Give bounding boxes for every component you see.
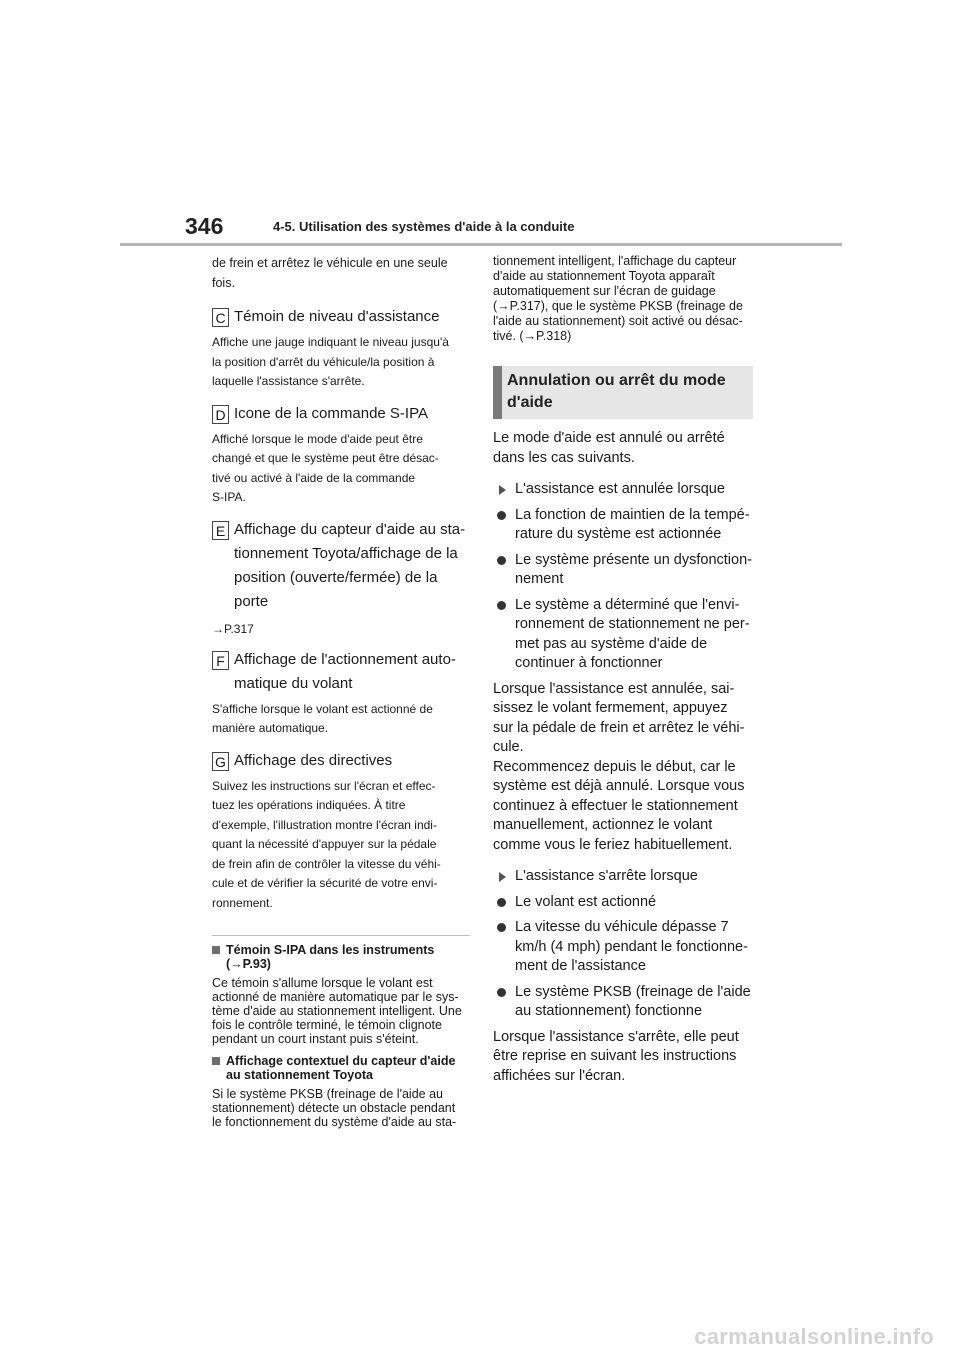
section-intro: Le mode d'aide est annulé ou arrêté dans les cas suivants. [493,430,725,466]
list-item: Le volant est actionné [493,893,753,913]
chapter-title: 4-5. Utilisation des systèmes d'aide à la conduite [273,219,575,234]
page-reference: →P.317 [212,621,254,636]
line: fois. [212,275,235,290]
item-title: Affichage du capteur d'aide au sta- tionnement Toyota/affichage de la position (ouverte/fermée) de la porte [234,520,466,610]
dot-bullet-icon [497,923,506,932]
item-description: Affiché lorsque le mode d'aide peut être changé et que le système peut être désac- tivé ou activé à l'aide de la commande S-IPA. [212,431,439,504]
list-item: La vitesse du véhicule dépasse 7 km/h (4 mph) pendant le fonctionne- ment de l'assistance [493,918,753,977]
square-bullet-icon [212,946,220,954]
right-column [493,254,753,1086]
header-divider [120,243,842,246]
note-title: Affichage contextuel du capteur d'aide au stationnement Toyota [212,1054,470,1082]
legend-item-c [212,305,470,329]
section-accent-bar [493,366,502,419]
list-item: Le système présente un dysfonction- nement [493,551,753,590]
list-item: Le système PKSB (freinage de l'aide au stationnement) fonctionne [493,983,753,1022]
stop-heading: L'assistance s'arrête lorsque [493,867,753,887]
note-body: Si le système PKSB (freinage de l'aide au stationnement) détecte un obstacle pendant le fonctionnement du système d'aide au sta- [212,1087,457,1129]
item-title: Témoin de niveau d'assistance [234,308,440,325]
item-title: Affichage de l'actionnement auto- matique du volant [234,650,456,692]
dot-bullet-icon [497,511,506,520]
item-description: S'affiche lorsque le volant est actionné de manière automatique. [212,701,433,735]
line: de frein et arrêtez le véhicule en une seule [212,256,448,270]
item-description: Affiche une jauge indiquant le niveau jusqu'à la position d'arrêt du véhicule/la position à laquelle l'assistance s'arrête. [212,335,449,388]
legend-item-e [212,518,470,614]
letter-badge: C [212,308,229,327]
legend-item-f [212,648,470,696]
cancel-heading: L'assistance est annulée lorsque [493,480,753,500]
list-item: Le système a déterminé que l'envi- ronnement de stationnement ne per- met pas au système d'aide de continuer à fonctionner [493,596,753,674]
letter-badge: G [212,752,229,771]
square-bullet-icon [212,1057,220,1065]
triangle-bullet-icon [499,872,506,882]
intro-text [212,254,470,293]
left-column [212,254,470,1129]
stop-text: Lorsque l'assistance s'arrête, elle peut être reprise en suivant les instructions affichées sur l'écran. [493,1028,739,1084]
dot-bullet-icon [497,556,506,565]
notes-divider [212,935,470,936]
legend-item-d [212,402,470,426]
item-title: Affichage des directives [234,751,393,769]
continued-text: tionnement intelligent, l'affichage du capteur d'aide au stationnement Toyota apparaît automatiquement sur l'écran de guidage (→P.317), que le système PKSB (freinage de l'aide au stationnement) soit activé ou désac- tivé. (→P.318) [493,254,743,343]
triangle-bullet-icon [499,485,506,495]
list-item: La fonction de maintien de la tempé- rature du système est actionnée [493,506,753,545]
letter-badge: F [212,651,229,670]
section-heading [493,366,753,419]
letter-badge: E [212,521,229,540]
page-number: 346 [185,213,224,239]
cancel-text: Lorsque l'assistance est annulée, sai- sissez le volant fermement, appuyez sur la pédale de frein et arrêtez le véhi- cule. Recommencez depuis le début, car le système est déjà annulé. Lorsque vous continuez à effectuer le stationnement manuellement, actionnez le volant comme vous le feriez habituellement. [493,680,745,853]
dot-bullet-icon [497,898,506,907]
dot-bullet-icon [497,988,506,997]
page-header [0,0,960,250]
note-body: Ce témoin s'allume lorsque le volant est actionné de manière automatique par le sys- tème d'aide au stationnement intelligent. Une fois le contrôle terminé, le témoin clignote pendant un court instant puis s'éteint. [212,976,462,1046]
legend-item-g [212,749,470,773]
dot-bullet-icon [497,601,506,610]
section-title: Annulation ou arrêt du mode d'aide [507,372,726,411]
item-description: Suivez les instructions sur l'écran et effec- tuez les opérations indiquées. À titre d'exemple, l'illustration montre l'écran indi- quant la nécessité d'appuyer sur la pédale de frein afin de contrôler la vitesse du véhi- cule et de vérifier la sécurité de votre envi- ronnement. [212,778,441,910]
watermark: carmanualsonline.info [694,1324,934,1349]
letter-badge: D [212,405,229,424]
item-title: Icone de la commande S-IPA [234,404,428,422]
note-title: Témoin S-IPA dans les instruments (→P.93) [212,943,470,971]
